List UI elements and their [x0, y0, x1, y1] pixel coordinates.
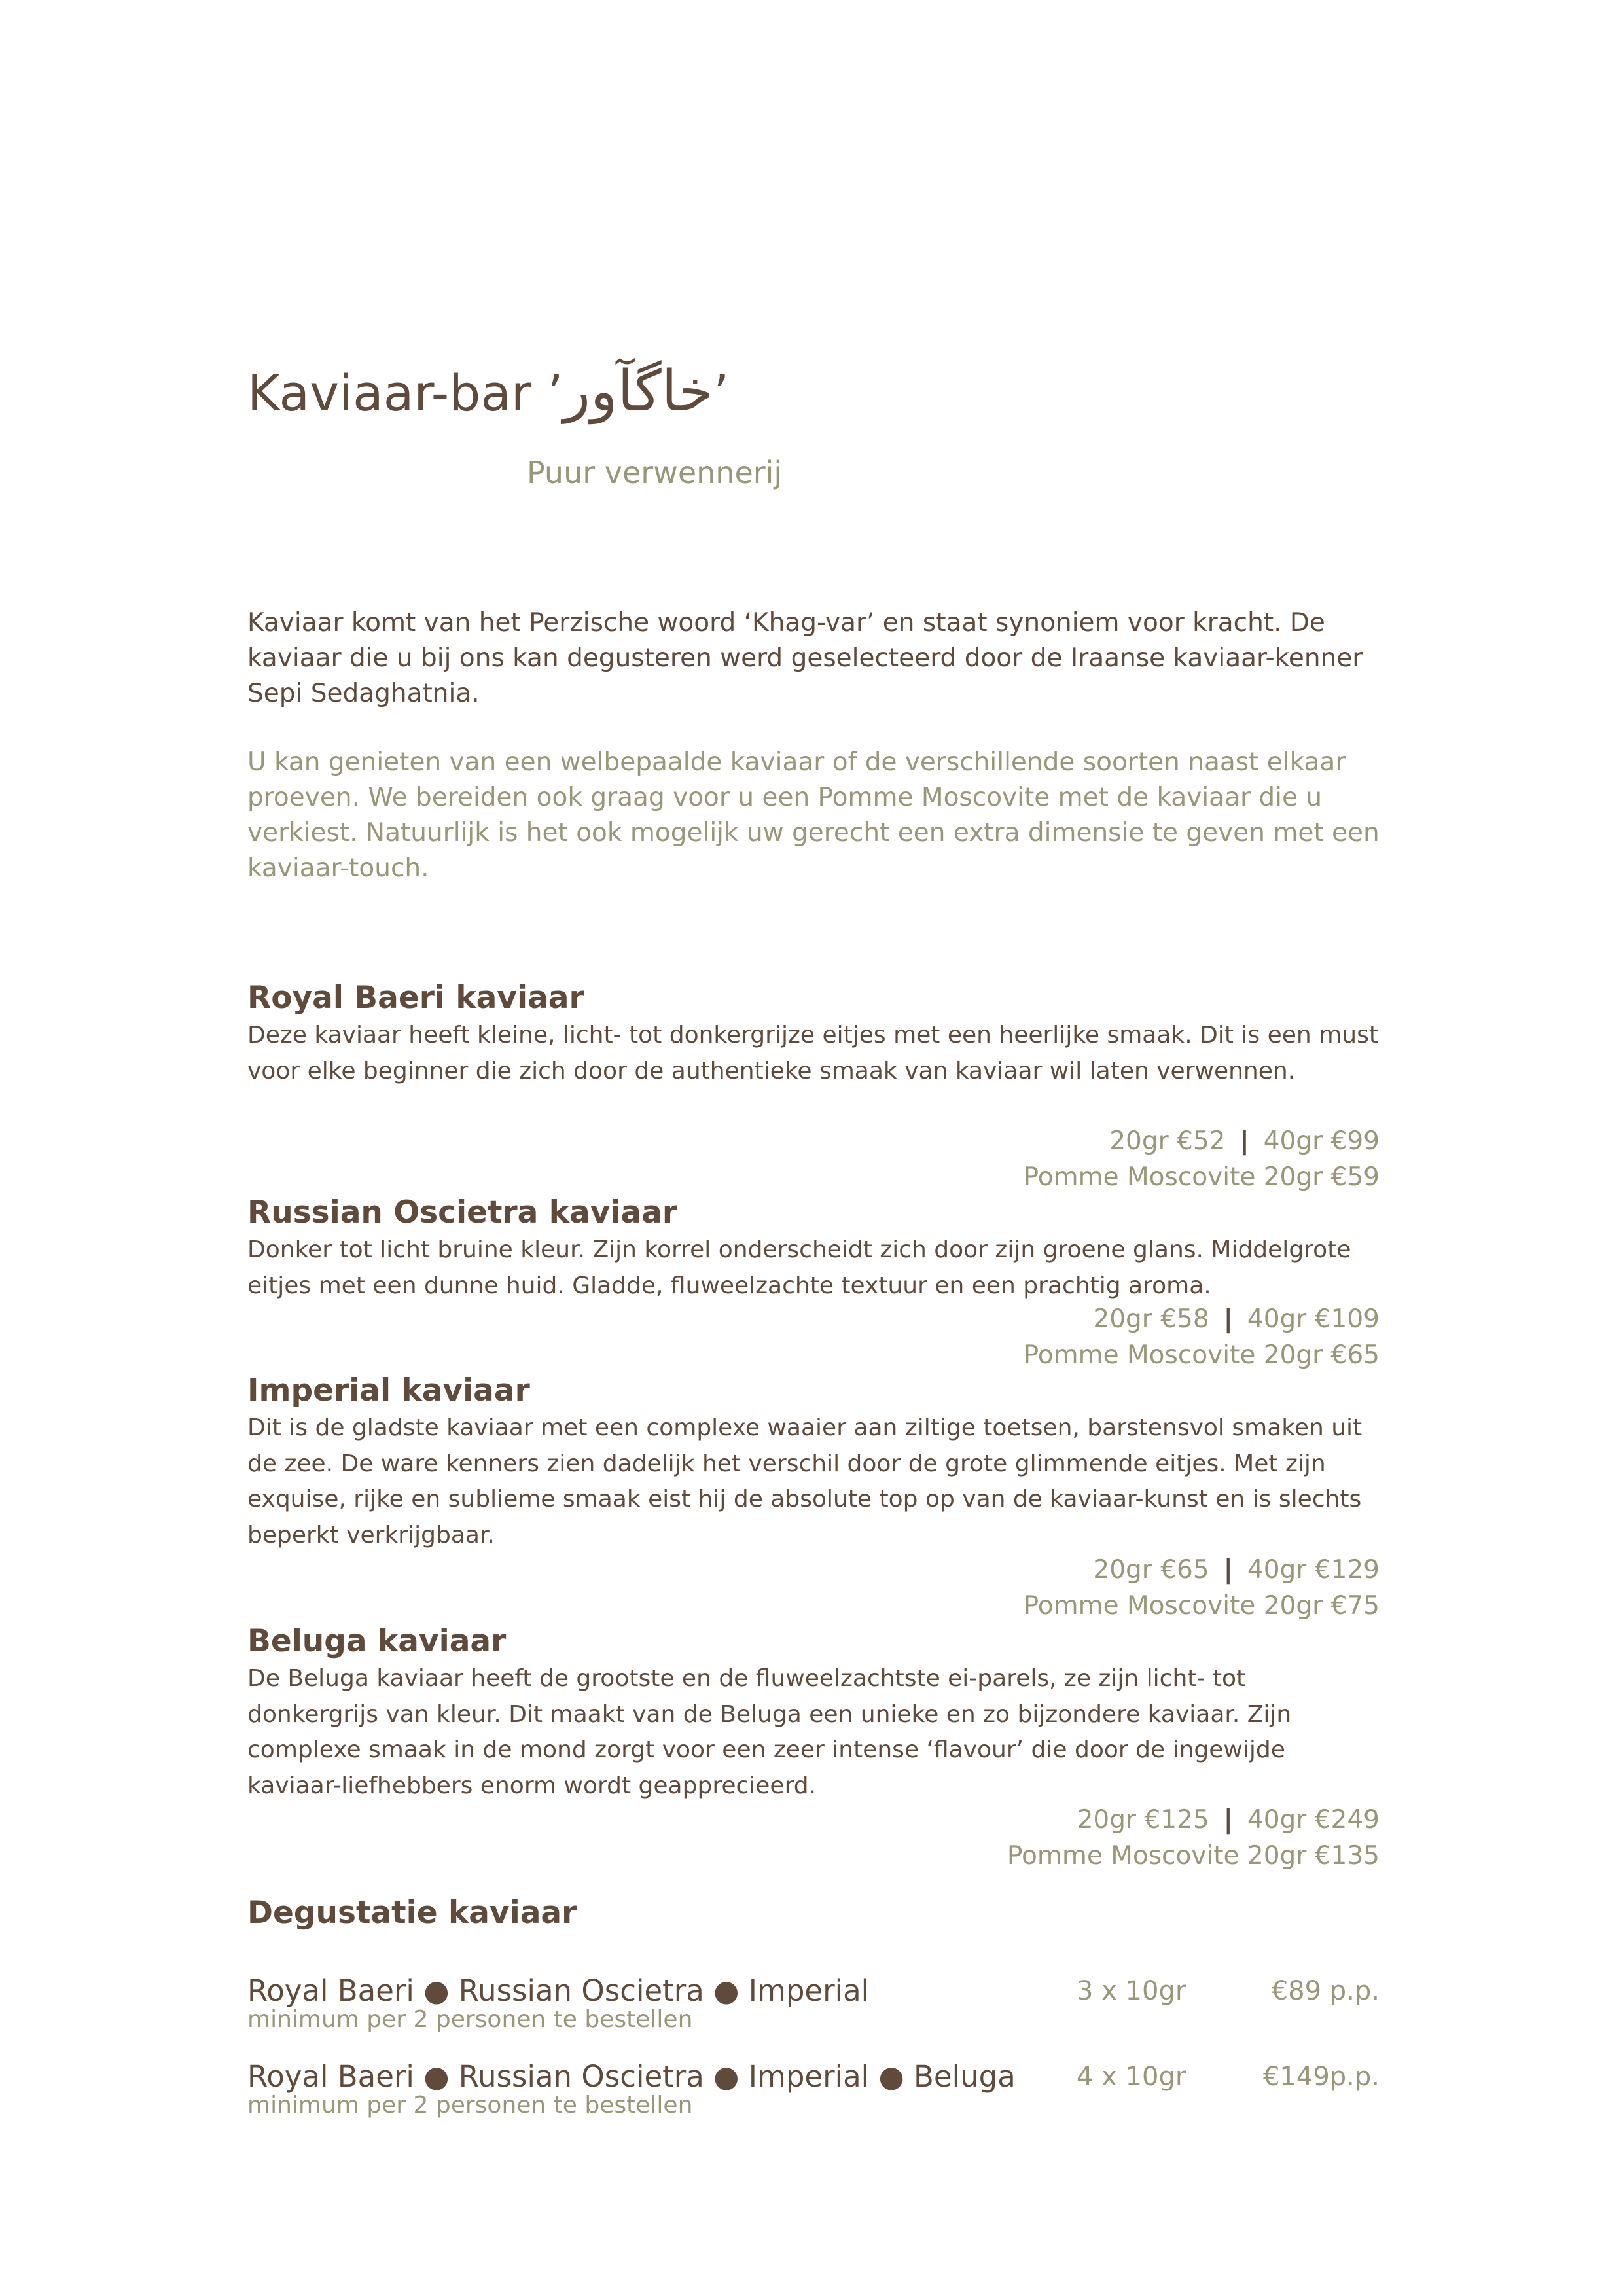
menu-item-beluga [247, 1622, 1380, 1804]
degustatie-quantity: 4 x 10gr [1077, 2062, 1186, 2092]
degustatie-quantity: 3 x 10gr [1077, 1976, 1186, 2006]
item-description: Donker tot licht bruine kleur. Zijn korrel onderscheidt zich door zijn groene glans. Middelgrote eitjes met een dunne huid. Gladde, fluweelzachte textuur en een prachtig aroma. [247, 1236, 1351, 1299]
price-separator: | [1223, 1555, 1233, 1585]
price-row [1077, 1803, 1380, 1838]
degustatie-note: minimum per 2 personen te bestellen [247, 2006, 693, 2033]
price-20gr: 20gr €65 [1093, 1555, 1209, 1585]
price-row [1109, 1124, 1380, 1159]
price-separator: | [1223, 1304, 1233, 1334]
price-separator: | [1223, 1805, 1233, 1835]
intro-paragraph-1: Kaviaar komt van het Perzische woord ‘Khag-var’ en staat synoniem voor kracht. De kaviaar die u bij ons kan degusteren werd geselecteerd door de Iraanse kaviaar-kenner Sepi Sedaghatnia. [247, 608, 1363, 708]
page-subtitle: Puur verwennerij [527, 455, 783, 490]
degustatie-name: Royal Baeri ● Russian Oscietra ● Imperial [247, 1973, 870, 2008]
price-row [1093, 1552, 1380, 1588]
title-quote-open: ’ [547, 364, 563, 422]
title-quote-close: ’ [713, 364, 730, 422]
menu-item-royal-baeri [247, 978, 1380, 1089]
menu-item-russian-oscietra [247, 1193, 1380, 1304]
price-20gr: 20gr €58 [1093, 1304, 1209, 1334]
price-40gr: 40gr €109 [1247, 1304, 1380, 1334]
item-title: Royal Baeri kaviaar [247, 980, 584, 1016]
degustatie-title: Degustatie kaviaar [247, 1895, 577, 1931]
arabic-title: خاگآور [563, 359, 714, 424]
price-20gr: 20gr €125 [1077, 1805, 1209, 1835]
pomme-moscovite-price: Pomme Moscovite 20gr €135 [1007, 1841, 1380, 1871]
pomme-moscovite-price: Pomme Moscovite 20gr €65 [1023, 1340, 1380, 1370]
item-description: Dit is de gladste kaviaar met een complexe waaier aan ziltige toetsen, barstensvol smaken uit de zee. De ware kenners zien dadelijk het verschil door de grote glimmende eitjes. Met zijn exquise, rijke en sublieme smaak eist hij de absolute top op van de kaviaar-kunst en is slechts beperkt verkrijgbaar. [247, 1414, 1363, 1549]
price-40gr: 40gr €249 [1247, 1805, 1380, 1835]
degustatie-note: minimum per 2 personen te bestellen [247, 2092, 693, 2119]
title-text: Kaviaar-bar [247, 364, 532, 422]
degustatie-price: €89 p.p. [1271, 1976, 1380, 2006]
item-description: Deze kaviaar heeft kleine, licht- tot donkergrijze eitjes met een heerlijke smaak. Dit is een must voor elke beginner die zich door de authentieke smaak van kaviaar wil laten verwennen. [247, 1022, 1378, 1085]
price-20gr: 20gr €52 [1109, 1126, 1226, 1156]
price-separator: | [1240, 1126, 1249, 1156]
menu-item-imperial [247, 1371, 1380, 1553]
item-title: Imperial kaviaar [247, 1372, 530, 1408]
degustatie-name: Royal Baeri ● Russian Oscietra ● Imperial ● Beluga [247, 2059, 1016, 2094]
price-40gr: 40gr €129 [1247, 1555, 1380, 1585]
item-title: Russian Oscietra kaviaar [247, 1194, 678, 1230]
price-40gr: 40gr €99 [1263, 1126, 1380, 1156]
degustatie-price: €149p.p. [1262, 2062, 1380, 2092]
intro-paragraph-2: U kan genieten van een welbepaalde kaviaar of de verschillende soorten naast elkaar proeven. We bereiden ook graag voor u een Pomme Moscovite met de kaviaar die u verkiest. Natuurlijk is het ook mogelijk uw gerecht een extra dimensie te geven met een kaviaar-touch. [247, 747, 1380, 883]
item-description: De Beluga kaviaar heeft de grootste en de fluweelzachtste ei-parels, ze zijn licht- tot donkergrijs van kleur. Dit maakt van de Beluga een unieke en zo bijzondere kaviaar. Zijn complexe smaak in de mond zorgt voor een zeer intense ‘flavour’ die door de ingewijde kaviaar-liefhebbers enorm wordt geapprecieerd. [247, 1665, 1292, 1799]
pomme-moscovite-price: Pomme Moscovite 20gr €75 [1023, 1591, 1380, 1621]
price-row [1093, 1302, 1380, 1337]
item-title: Beluga kaviaar [247, 1623, 507, 1659]
pomme-moscovite-price: Pomme Moscovite 20gr €59 [1023, 1162, 1380, 1192]
page-title [247, 359, 730, 424]
